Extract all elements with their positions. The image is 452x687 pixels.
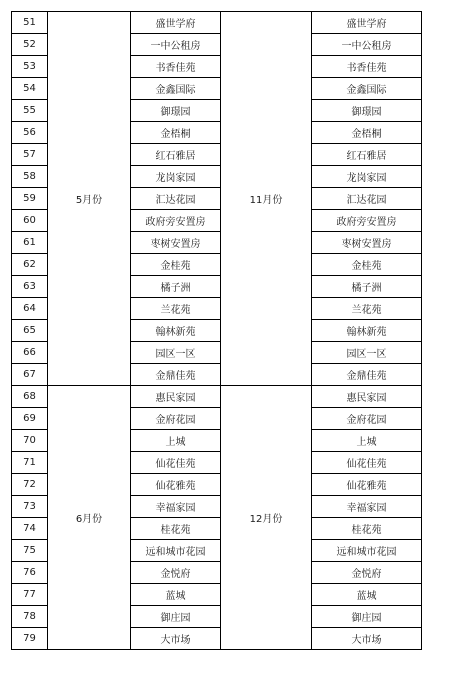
place-cell-first-half: 政府旁安置房 xyxy=(131,210,221,232)
place-cell-second-half: 兰花苑 xyxy=(312,298,422,320)
row-number-cell: 66 xyxy=(12,342,48,364)
month-cell-second-half: 12月份 xyxy=(221,386,312,650)
place-cell-first-half: 金府花园 xyxy=(131,408,221,430)
place-cell-first-half: 翰林新苑 xyxy=(131,320,221,342)
place-cell-first-half: 幸福家园 xyxy=(131,496,221,518)
row-number-cell: 62 xyxy=(12,254,48,276)
row-number-cell: 67 xyxy=(12,364,48,386)
place-cell-first-half: 橘子洲 xyxy=(131,276,221,298)
place-cell-second-half: 桂花苑 xyxy=(312,518,422,540)
place-cell-second-half: 御庄园 xyxy=(312,606,422,628)
place-cell-second-half: 一中公租房 xyxy=(312,34,422,56)
place-cell-first-half: 御庄园 xyxy=(131,606,221,628)
place-cell-first-half: 枣树安置房 xyxy=(131,232,221,254)
place-cell-second-half: 上城 xyxy=(312,430,422,452)
row-number-cell: 79 xyxy=(12,628,48,650)
place-cell-second-half: 大市场 xyxy=(312,628,422,650)
place-cell-first-half: 兰花苑 xyxy=(131,298,221,320)
place-cell-first-half: 仙花雅苑 xyxy=(131,474,221,496)
row-number-cell: 52 xyxy=(12,34,48,56)
row-number-cell: 51 xyxy=(12,12,48,34)
place-cell-first-half: 书香佳苑 xyxy=(131,56,221,78)
row-number-cell: 72 xyxy=(12,474,48,496)
place-cell-second-half: 仙花雅苑 xyxy=(312,474,422,496)
place-cell-second-half: 翰林新苑 xyxy=(312,320,422,342)
place-cell-second-half: 金梧桐 xyxy=(312,122,422,144)
place-cell-first-half: 御璟园 xyxy=(131,100,221,122)
place-cell-second-half: 蓝城 xyxy=(312,584,422,606)
row-number-cell: 69 xyxy=(12,408,48,430)
place-cell-second-half: 园区一区 xyxy=(312,342,422,364)
month-cell-second-half: 11月份 xyxy=(221,12,312,386)
place-cell-first-half: 盛世学府 xyxy=(131,12,221,34)
place-cell-first-half: 一中公租房 xyxy=(131,34,221,56)
place-cell-second-half: 金府花园 xyxy=(312,408,422,430)
place-cell-second-half: 仙花佳苑 xyxy=(312,452,422,474)
row-number-cell: 54 xyxy=(12,78,48,100)
month-cell-first-half: 5月份 xyxy=(48,12,131,386)
place-cell-second-half: 汇达花园 xyxy=(312,188,422,210)
row-number-cell: 61 xyxy=(12,232,48,254)
table-row xyxy=(12,386,422,408)
place-cell-first-half: 金鼎佳苑 xyxy=(131,364,221,386)
place-cell-second-half: 盛世学府 xyxy=(312,12,422,34)
place-cell-second-half: 金鼎佳苑 xyxy=(312,364,422,386)
place-cell-second-half: 惠民家园 xyxy=(312,386,422,408)
place-cell-first-half: 大市场 xyxy=(131,628,221,650)
place-cell-second-half: 远和城市花园 xyxy=(312,540,422,562)
row-number-cell: 68 xyxy=(12,386,48,408)
row-number-cell: 64 xyxy=(12,298,48,320)
row-number-cell: 55 xyxy=(12,100,48,122)
row-number-cell: 75 xyxy=(12,540,48,562)
row-number-cell: 74 xyxy=(12,518,48,540)
place-cell-second-half: 金鑫国际 xyxy=(312,78,422,100)
row-number-cell: 57 xyxy=(12,144,48,166)
place-cell-first-half: 桂花苑 xyxy=(131,518,221,540)
row-number-cell: 78 xyxy=(12,606,48,628)
table-row xyxy=(12,12,422,34)
place-cell-second-half: 金桂苑 xyxy=(312,254,422,276)
place-cell-first-half: 金桂苑 xyxy=(131,254,221,276)
place-cell-first-half: 金鑫国际 xyxy=(131,78,221,100)
place-cell-second-half: 幸福家园 xyxy=(312,496,422,518)
place-cell-second-half: 红石雅居 xyxy=(312,144,422,166)
place-cell-first-half: 红石雅居 xyxy=(131,144,221,166)
place-cell-second-half: 政府旁安置房 xyxy=(312,210,422,232)
row-number-cell: 59 xyxy=(12,188,48,210)
row-number-cell: 71 xyxy=(12,452,48,474)
place-cell-first-half: 蓝城 xyxy=(131,584,221,606)
place-cell-first-half: 金悦府 xyxy=(131,562,221,584)
row-number-cell: 77 xyxy=(12,584,48,606)
row-number-cell: 73 xyxy=(12,496,48,518)
place-cell-first-half: 龙岗家园 xyxy=(131,166,221,188)
row-number-cell: 63 xyxy=(12,276,48,298)
row-number-cell: 76 xyxy=(12,562,48,584)
schedule-table xyxy=(11,11,422,650)
place-cell-second-half: 御璟园 xyxy=(312,100,422,122)
place-cell-second-half: 金悦府 xyxy=(312,562,422,584)
row-number-cell: 70 xyxy=(12,430,48,452)
place-cell-second-half: 橘子洲 xyxy=(312,276,422,298)
place-cell-first-half: 园区一区 xyxy=(131,342,221,364)
place-cell-first-half: 金梧桐 xyxy=(131,122,221,144)
row-number-cell: 53 xyxy=(12,56,48,78)
place-cell-first-half: 远和城市花园 xyxy=(131,540,221,562)
place-cell-first-half: 上城 xyxy=(131,430,221,452)
month-cell-first-half: 6月份 xyxy=(48,386,131,650)
row-number-cell: 56 xyxy=(12,122,48,144)
row-number-cell: 65 xyxy=(12,320,48,342)
place-cell-second-half: 书香佳苑 xyxy=(312,56,422,78)
place-cell-second-half: 龙岗家园 xyxy=(312,166,422,188)
place-cell-first-half: 汇达花园 xyxy=(131,188,221,210)
row-number-cell: 58 xyxy=(12,166,48,188)
place-cell-first-half: 惠民家园 xyxy=(131,386,221,408)
schedule-table-body xyxy=(12,12,422,650)
row-number-cell: 60 xyxy=(12,210,48,232)
place-cell-second-half: 枣树安置房 xyxy=(312,232,422,254)
place-cell-first-half: 仙花佳苑 xyxy=(131,452,221,474)
